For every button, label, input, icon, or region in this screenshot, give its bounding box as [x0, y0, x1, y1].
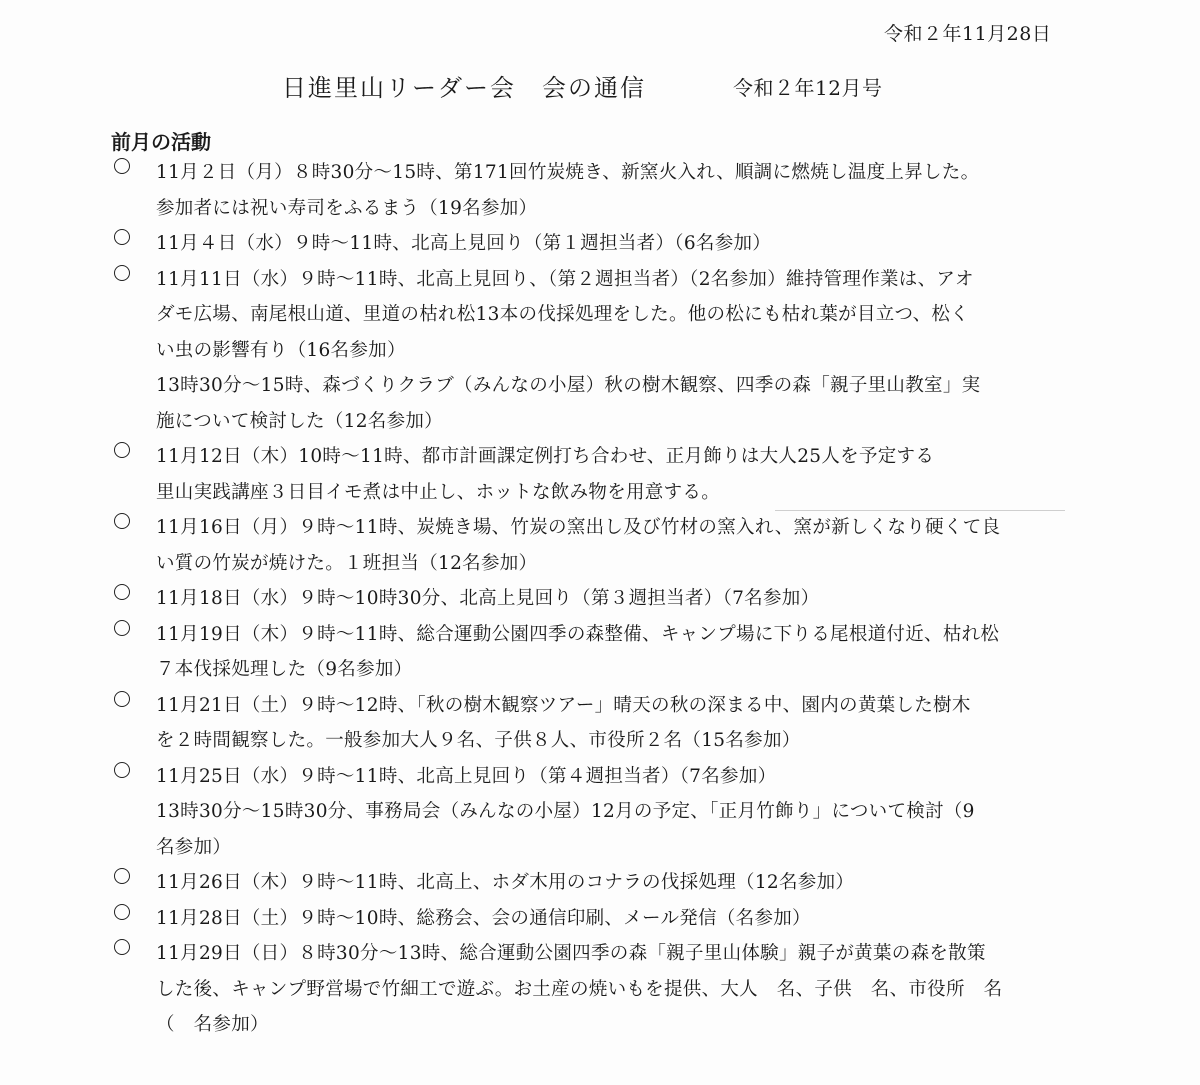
issue-date: 令和２年11月28日: [884, 23, 1052, 45]
activity-line: を２時間観察した。一般参加大人９名、子供８人、市役所２名（15名参加）: [156, 730, 801, 751]
activity-line: 13時30分～15時30分、事務局会（みんなの小屋）12月の予定、「正月竹飾り」について検討（9: [156, 801, 975, 822]
circle-bullet-icon: [114, 762, 130, 778]
activity-line: 11月18日（水）９時～10時30分、北高上見回り（第３週担当者）（7名参加）: [156, 588, 820, 609]
activity-item: [0, 581, 1086, 617]
activity-item: [0, 155, 1086, 226]
section-heading: 前月の活動: [111, 130, 211, 154]
activity-line: 11月29日（日）８時30分～13時、総合運動公園四季の森「親子里山体験」親子が黄葉の森を散策: [156, 943, 986, 964]
activity-line: 施について検討した（12名参加）: [156, 410, 443, 432]
activity-list: [0, 155, 1200, 1043]
circle-bullet-icon: [114, 584, 130, 600]
activity-item: [0, 688, 1086, 759]
newsletter-title: 日進里山リーダー会 会の通信: [282, 74, 646, 102]
activity-line: 11月21日（土）９時～12時、「秋の樹木観察ツアー」晴天の秋の深まる中、園内の黄葉した樹木: [156, 694, 971, 716]
activity-line: した後、キャンプ野営場で竹細工で遊ぶ。お土産の焼いもを提供、大人 名、子供 名、市役所 名: [156, 978, 1003, 1000]
activity-line: 名参加）: [156, 836, 232, 858]
activity-line: 11月２日（月）８時30分～15時、第171回竹炭焼き、新窯火入れ、順調に燃焼し温度上昇した。: [156, 162, 980, 183]
circle-bullet-icon: [114, 691, 130, 707]
circle-bullet-icon: [114, 229, 130, 245]
activity-item: [0, 759, 1086, 866]
circle-bullet-icon: [114, 868, 130, 884]
activity-line: 11月４日（水）９時～11時、北高上見回り（第１週担当者）（6名参加）: [156, 233, 772, 254]
activity-line: 11月19日（木）９時～11時、総合運動公園四季の森整備、キャンプ場に下りる尾根道付近、枯れ松: [156, 623, 1000, 645]
activity-line: 11月28日（土）９時～10時、総務会、会の通信印刷、メール発信（名参加）: [156, 907, 811, 929]
activity-line: 11月25日（水）９時～11時、北高上見回り（第４週担当者）（7名参加）: [156, 765, 777, 787]
activity-line: い質の竹炭が焼けた。１班担当（12名参加）: [156, 552, 538, 574]
activity-item: [0, 617, 1086, 688]
activity-item: [0, 226, 1086, 262]
issue-number: 令和２年12月号: [733, 76, 883, 100]
activity-line: 11月26日（木）９時～11時、北高上、ホダ木用のコナラの伐採処理（12名参加）: [156, 872, 855, 893]
activity-item: [0, 510, 1086, 581]
activity-item: [0, 936, 1086, 1043]
circle-bullet-icon: [114, 939, 130, 955]
circle-bullet-icon: [114, 158, 130, 174]
activity-line: 参加者には祝い寿司をふるまう（19名参加）: [156, 197, 538, 219]
activity-line: 11月16日（月）９時～11時、炭焼き場、竹炭の窯出し及び竹材の窯入れ、窯が新しくなり硬くて良: [156, 517, 1001, 538]
activity-line: い虫の影響有り（16名参加）: [156, 339, 406, 361]
activity-item: [0, 262, 1086, 440]
circle-bullet-icon: [114, 513, 130, 529]
circle-bullet-icon: [114, 904, 130, 920]
activity-line: ７本伐採処理した（9名参加）: [156, 659, 413, 680]
circle-bullet-icon: [114, 265, 130, 281]
underline-mark: [775, 510, 1065, 511]
activity-line: 11月12日（木）10時～11時、都市計画課定例打ち合わせ、正月飾りは大人25人を予定する: [156, 446, 935, 467]
activity-line: （ 名参加）: [156, 1014, 269, 1035]
activity-line: 11月11日（水）９時～11時、北高上見回り、（第２週担当者）（2名参加）維持管理作業は、アオ: [156, 268, 974, 290]
activity-line: 13時30分～15時、森づくりクラブ（みんなの小屋）秋の樹木観察、四季の森「親子里山教室」実: [156, 375, 981, 396]
activity-line: ダモ広場、南尾根山道、里道の枯れ松13本の伐採処理をした。他の松にも枯れ葉が目立つ、松く: [156, 304, 970, 325]
activity-line: 里山実践講座３日目イモ煮は中止し、ホットな飲み物を用意する。: [156, 481, 721, 503]
activity-item: [0, 439, 1086, 510]
circle-bullet-icon: [114, 620, 130, 636]
activity-item: [0, 901, 1086, 937]
circle-bullet-icon: [114, 442, 130, 458]
activity-item: [0, 865, 1086, 901]
